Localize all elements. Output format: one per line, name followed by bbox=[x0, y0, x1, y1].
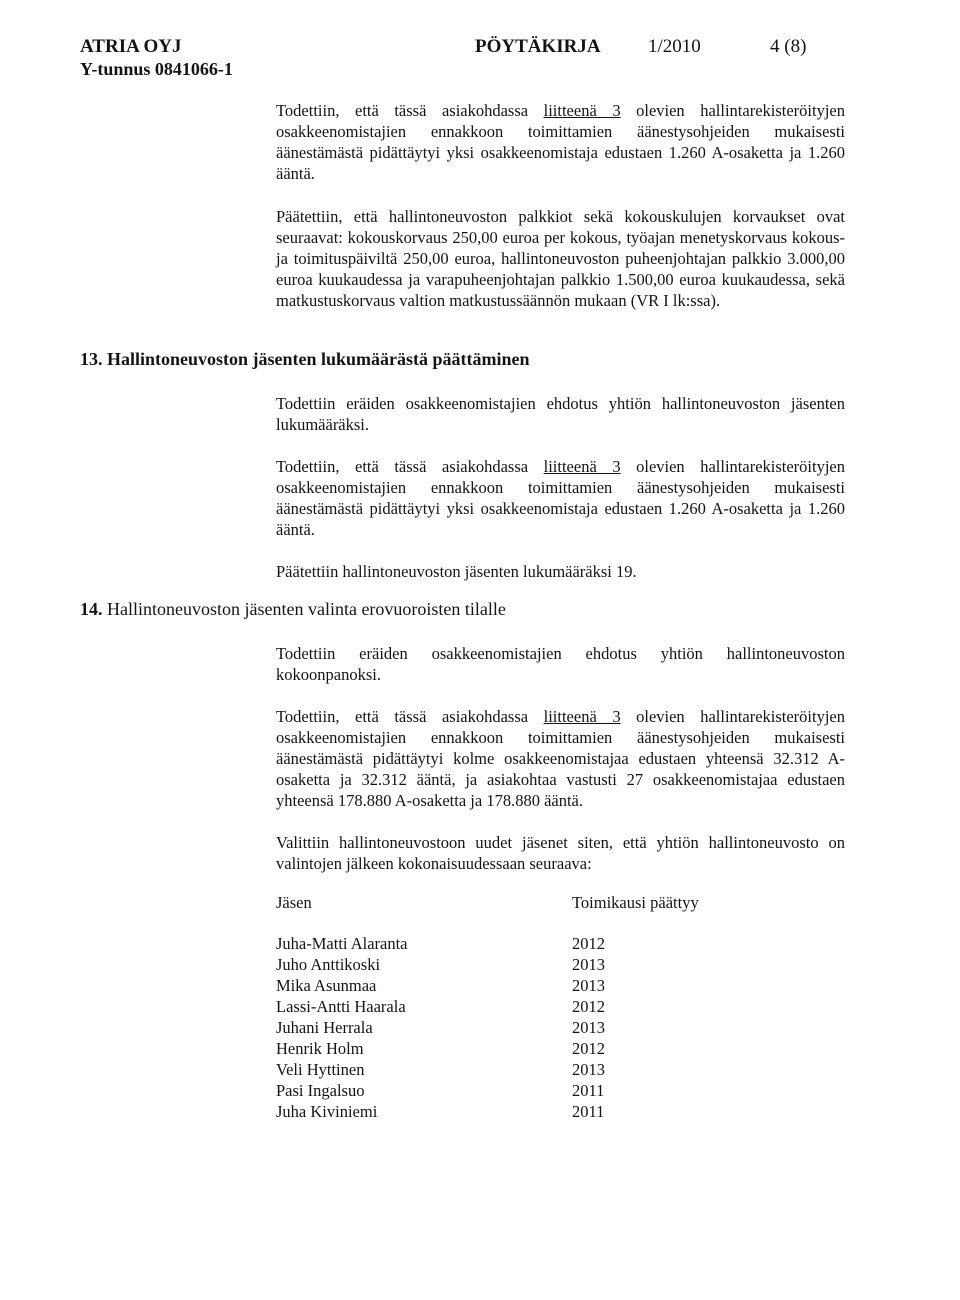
page-number: 4 (8) bbox=[770, 36, 807, 57]
table-row bbox=[276, 1018, 736, 1039]
term-end-year: 2012 bbox=[572, 997, 605, 1016]
term-end-year: 2012 bbox=[572, 934, 605, 953]
member-name: Pasi Ingalsuo bbox=[276, 1081, 365, 1100]
table-row bbox=[276, 955, 736, 976]
document-number: 1/2010 bbox=[648, 36, 701, 57]
section-title: Hallintoneuvoston jäsenten valinta erovuoroisten tilalle bbox=[107, 599, 506, 619]
section-title: Hallintoneuvoston jäsenten lukumäärästä päättäminen bbox=[107, 349, 530, 369]
proposal-paragraph: Todettiin eräiden osakkeenomistajien ehdotus yhtiön hallintoneuvoston kokoonpanoksi. bbox=[276, 644, 845, 684]
voting-abstention-paragraph bbox=[276, 456, 845, 540]
section-number: 14. bbox=[80, 599, 103, 619]
member-name: Veli Hyttinen bbox=[276, 1060, 365, 1079]
voting-abstention-paragraph bbox=[276, 100, 845, 184]
member-name: Henrik Holm bbox=[276, 1039, 364, 1058]
member-name: Juhani Herrala bbox=[276, 1018, 373, 1037]
election-paragraph: Valittiin hallintoneuvostoon uudet jäsenet siten, että yhtiön hallintoneuvosto on valintojen jälkeen kokonaisuudessaan seuraava: bbox=[276, 833, 845, 873]
table-header bbox=[276, 893, 736, 915]
member-name: Juho Anttikoski bbox=[276, 955, 381, 974]
table-row bbox=[276, 934, 736, 955]
company-name: ATRIA OYJ bbox=[80, 36, 182, 57]
paragraph-text: Todettiin, että tässä asiakohdassa bbox=[276, 101, 544, 120]
table-row bbox=[276, 976, 736, 997]
member-name: Juha-Matti Alaranta bbox=[276, 934, 408, 953]
column-header-term-ends: Toimikausi päättyy bbox=[572, 893, 699, 912]
column-header-member: Jäsen bbox=[276, 893, 312, 912]
voting-result-paragraph bbox=[276, 706, 845, 811]
section-number: 13. bbox=[80, 349, 103, 369]
paragraph-text: olevien hallintarekisteröityjen osakkeenomistajien ennakkoon toimittamien äänestysohjeiden mukaisesti äänestämästä pidättäytyi kolme osakkeenomistajaa edustaen yhteensä 32.312 A-osaketta ja 32.312 ääntä, ja asiakohtaa vastusti 27 osakkeenomistajaa edustaen yhteensä 178.880 A-osaketta ja 178.880 ääntä. bbox=[276, 707, 845, 810]
paragraph-text: Todettiin, että tässä asiakohdassa bbox=[276, 457, 544, 476]
table-row bbox=[276, 1102, 736, 1123]
paragraph-text: Todettiin, että tässä asiakohdassa bbox=[276, 707, 544, 726]
table-row bbox=[276, 997, 736, 1018]
document-type: PÖYTÄKIRJA bbox=[475, 36, 601, 57]
appendix-reference: liitteenä 3 bbox=[543, 707, 621, 726]
table-row bbox=[276, 1060, 736, 1081]
remuneration-decision-paragraph: Päätettiin, että hallintoneuvoston palkkiot sekä kokouskulujen korvaukset ovat seuraavat: kokouskorvaus 250,00 euroa per kokous, työajan menetyskorvaus kokous- ja toimituspäiviltä 250,00 euroa, hallintoneuvoston puheenjohtajan palkkio 3.000,00 euroa kuukaudessa ja varapuheenjohtajan palkkio 1.500,00 euroa kuukaudessa, sekä matkustuskorvaus valtion matkustussäännön mukaan (VR I lk:ssa). bbox=[276, 207, 845, 310]
term-end-year: 2013 bbox=[572, 955, 605, 974]
term-end-year: 2011 bbox=[572, 1081, 605, 1100]
term-end-year: 2013 bbox=[572, 1060, 605, 1079]
appendix-reference: liitteenä 3 bbox=[543, 101, 621, 120]
term-end-year: 2013 bbox=[572, 1018, 605, 1037]
decision-paragraph: Päätettiin hallintoneuvoston jäsenten lukumääräksi 19. bbox=[276, 562, 637, 581]
table-row bbox=[276, 1081, 736, 1102]
term-end-year: 2012 bbox=[572, 1039, 605, 1058]
member-name: Juha Kiviniemi bbox=[276, 1102, 378, 1121]
business-id: Y-tunnus 0841066-1 bbox=[80, 59, 233, 79]
section-heading bbox=[80, 348, 530, 370]
appendix-reference: liitteenä 3 bbox=[543, 457, 621, 476]
paragraph-text: olevien hallintarekisteröityjen osakkeenomistajien ennakkoon toimittamien äänestysohjeiden mukaisesti äänestämästä pidättäytyi yksi osakkeenomistaja edustaen 1.260 A-osaketta ja 1.260 ääntä. bbox=[276, 457, 845, 539]
table-row bbox=[276, 1039, 736, 1060]
term-end-year: 2013 bbox=[572, 976, 605, 995]
proposal-paragraph: Todettiin eräiden osakkeenomistajien ehdotus yhtiön hallintoneuvoston jäsenten lukumääräksi. bbox=[276, 394, 845, 434]
section-heading bbox=[80, 598, 506, 620]
term-end-year: 2011 bbox=[572, 1102, 605, 1121]
member-name: Lassi-Antti Haarala bbox=[276, 997, 406, 1016]
member-name: Mika Asunmaa bbox=[276, 976, 377, 995]
paragraph-text: olevien hallintarekisteröityjen osakkeenomistajien ennakkoon toimittamien äänestysohjeiden mukaisesti äänestämästä pidättäytyi yksi osakkeenomistaja edustaen 1.260 A-osaketta ja 1.260 ääntä. bbox=[276, 101, 845, 183]
